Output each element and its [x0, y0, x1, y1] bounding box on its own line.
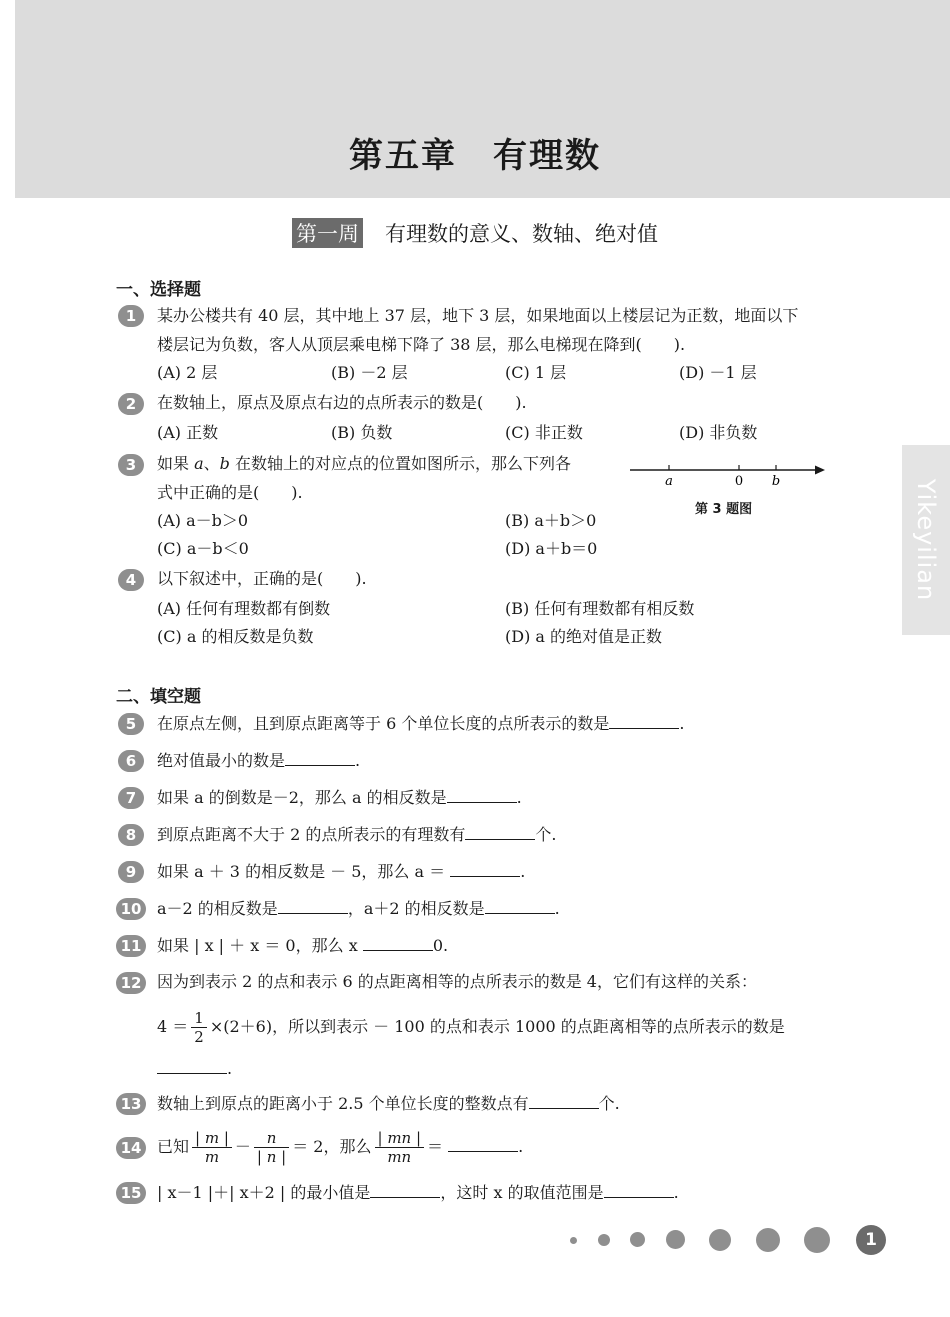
label-a: a	[665, 474, 673, 489]
question-number-badge: 4	[118, 569, 144, 591]
q2-option-a: (A) 正数	[157, 423, 219, 442]
side-label: Yikeyilian	[912, 478, 940, 602]
footer-dot	[666, 1230, 685, 1249]
q4-option-c: (C) a 的相反数是负数	[157, 627, 314, 646]
label-zero: 0	[734, 474, 744, 489]
q12-line1: 因为到表示 2 的点和表示 6 的点距离相等的点所表示的数是 4，它们有这样的关系：	[157, 972, 757, 991]
q3-line2: 式中正确的是( ).	[157, 483, 303, 502]
question-number-badge: 2	[118, 393, 144, 415]
q2-line1: 在数轴上，原点及原点右边的点所表示的数是( ).	[157, 393, 527, 412]
footer-dot	[570, 1237, 577, 1244]
q9-line: 如果 a ＋ 3 的相反数是 － 5，那么 a ＝ .	[157, 862, 526, 881]
label-b: b	[771, 474, 781, 489]
question-number-badge: 13	[116, 1093, 146, 1115]
question-number-badge: 9	[118, 861, 144, 883]
q1-option-b: (B) －2 层	[331, 363, 408, 382]
answer-blank	[609, 712, 679, 729]
q5-line: 在原点左侧，且到原点距离等于 6 个单位长度的点所表示的数是 .	[157, 714, 685, 733]
answer-blank	[363, 934, 433, 951]
fraction-abs-m-over-m: $\frac{| m |}{m}$	[192, 1129, 232, 1166]
q1-option-d: (D) －1 层	[679, 363, 757, 382]
question-number-badge: 12	[116, 972, 146, 994]
q7-line: 如果 a 的倒数是－2，那么 a 的相反数是 .	[157, 788, 522, 807]
answer-blank	[604, 1181, 674, 1198]
q3-line1: 如果 a、b 在数轴上的对应点的位置如图所示，那么下列各	[157, 454, 572, 473]
q1-line1: 某办公楼共有 40 层，其中地上 37 层，地下 3 层，如果地面以上楼层记为正数，地面以下	[157, 306, 799, 325]
answer-blank	[370, 1181, 440, 1198]
q4-option-d: (D) a 的绝对值是正数	[505, 627, 663, 646]
week-tag: 第一周	[292, 218, 363, 248]
q3-option-b: (B) a＋b＞0	[505, 511, 597, 530]
figure-caption: 第 3 题图	[695, 502, 753, 517]
q10-line: a－2 的相反数是 ，a＋2 的相反数是 .	[157, 899, 560, 918]
q1-line2: 楼层记为负数，客人从顶层乘电梯下降了 38 层，那么电梯现在降到( ).	[157, 335, 686, 354]
q4-option-a: (A) 任何有理数都有倒数	[157, 599, 331, 618]
footer-dot	[709, 1229, 731, 1251]
question-number-badge: 15	[116, 1182, 146, 1204]
number-line-figure	[625, 458, 830, 494]
answer-blank	[450, 860, 520, 877]
arrow-right-icon	[815, 466, 825, 475]
footer-dot	[598, 1234, 610, 1246]
q6-line: 绝对值最小的数是 .	[157, 751, 361, 770]
fraction-half: $\frac{1}{2}$	[191, 1009, 207, 1046]
section-fill-heading: 二、填空题	[116, 687, 201, 707]
answer-blank	[529, 1092, 599, 1109]
answer-blank	[448, 1135, 518, 1152]
page-number: 1	[856, 1225, 886, 1255]
question-number-badge: 3	[118, 454, 144, 476]
answer-blank	[157, 1057, 227, 1074]
q3-option-c: (C) a－b＜0	[157, 539, 249, 558]
question-number-badge: 5	[118, 713, 144, 735]
q4-option-b: (B) 任何有理数都有相反数	[505, 599, 695, 618]
footer-dot	[630, 1232, 645, 1247]
week-title: 有理数的意义、数轴、绝对值	[385, 222, 658, 246]
fraction-n-over-abs-n: $\frac{n}{| n |}$	[254, 1129, 289, 1166]
question-number-badge: 10	[116, 898, 146, 920]
section-choice-heading: 一、选择题	[116, 280, 201, 300]
answer-blank	[447, 786, 517, 803]
q14-line: 已知 $\frac{| m |}{m}$ － $\frac{n}{| n |}$ ＝ 2，那么 $\frac{| mn |}{mn}$ ＝ .	[157, 1129, 524, 1166]
q3-option-a: (A) a－b＞0	[157, 511, 249, 530]
q4-line1: 以下叙述中，正确的是( ).	[157, 569, 367, 588]
q11-line: 如果 | x | ＋ x ＝ 0，那么 x 0.	[157, 936, 449, 955]
footer-dot	[756, 1228, 780, 1252]
question-number-badge: 1	[118, 305, 144, 327]
fraction-abs-mn-over-mn: $\frac{| mn |}{mn}$	[375, 1129, 425, 1166]
question-number-badge: 14	[116, 1137, 146, 1159]
q1-option-a: (A) 2 层	[157, 363, 218, 382]
answer-blank	[278, 897, 348, 914]
q12-line3: .	[157, 1057, 232, 1080]
answer-blank	[485, 897, 555, 914]
q3-option-d: (D) a＋b＝0	[505, 539, 598, 558]
q8-line: 到原点距离不大于 2 的点所表示的有理数有 个.	[157, 825, 557, 844]
footer-dot	[804, 1227, 830, 1253]
q2-option-b: (B) 负数	[331, 423, 393, 442]
answer-blank	[465, 823, 535, 840]
question-number-badge: 6	[118, 750, 144, 772]
q1-option-c: (C) 1 层	[505, 363, 567, 382]
q2-option-c: (C) 非正数	[505, 423, 583, 442]
q12-line2: 4 ＝ $\frac{1}{2}$ ×(2＋6)，所以到表示 － 100 的点和表示 1000 的点距离相等的点所表示的数是	[157, 1009, 785, 1046]
question-number-badge: 7	[118, 787, 144, 809]
question-number-badge: 8	[118, 824, 144, 846]
q2-option-d: (D) 非负数	[679, 423, 758, 442]
week-heading	[0, 218, 950, 248]
answer-blank	[285, 749, 355, 766]
q15-line: | x－1 |＋| x＋2 | 的最小值是 ，这时 x 的取值范围是 .	[157, 1183, 679, 1202]
question-number-badge: 11	[116, 935, 146, 957]
q13-line: 数轴上到原点的距离小于 2.5 个单位长度的整数点有 个.	[157, 1094, 620, 1113]
chapter-title: 第五章 有理数	[349, 136, 601, 176]
